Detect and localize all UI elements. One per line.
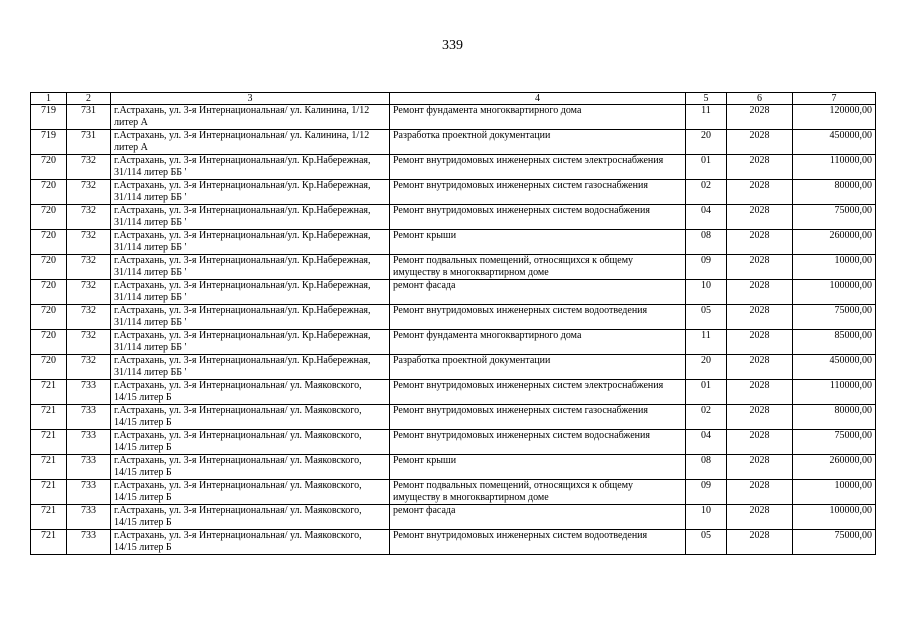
cost-cell: 260000,00 — [793, 455, 876, 480]
house-id-cell: 731 — [67, 105, 111, 130]
address-cell: г.Астрахань, ул. 3-я Интернациональная/ ул. Маяковского, 14/15 литер Б — [111, 455, 390, 480]
row-number-cell: 720 — [31, 180, 67, 205]
row-number-cell: 720 — [31, 355, 67, 380]
cost-cell: 110000,00 — [793, 380, 876, 405]
work-code-cell: 05 — [686, 305, 727, 330]
row-number-cell: 720 — [31, 280, 67, 305]
table-row — [31, 130, 876, 155]
cost-cell: 120000,00 — [793, 105, 876, 130]
cost-cell: 80000,00 — [793, 180, 876, 205]
work-code-cell: 09 — [686, 480, 727, 505]
address-cell: г.Астрахань, ул. 3-я Интернациональная/ ул. Маяковского, 14/15 литер Б — [111, 505, 390, 530]
address-cell: г.Астрахань, ул. 3-я Интернациональная/ ул. Маяковского, 14/15 литер Б — [111, 430, 390, 455]
table-row — [31, 305, 876, 330]
house-id-cell: 733 — [67, 405, 111, 430]
work-code-cell: 08 — [686, 455, 727, 480]
address-cell: г.Астрахань, ул. 3-я Интернациональная/ул. Кр.Набережная, 31/114 литер ББ ' — [111, 155, 390, 180]
work-code-cell: 04 — [686, 430, 727, 455]
row-number-cell: 720 — [31, 230, 67, 255]
year-cell: 2028 — [727, 380, 793, 405]
cost-cell: 75000,00 — [793, 305, 876, 330]
house-id-cell: 733 — [67, 505, 111, 530]
table-row — [31, 280, 876, 305]
year-cell: 2028 — [727, 405, 793, 430]
year-cell: 2028 — [727, 505, 793, 530]
address-cell: г.Астрахань, ул. 3-я Интернациональная/ул. Кр.Набережная, 31/114 литер ББ ' — [111, 330, 390, 355]
row-number-cell: 721 — [31, 505, 67, 530]
cost-cell: 10000,00 — [793, 480, 876, 505]
repair-schedule-table — [30, 92, 876, 555]
header-row — [31, 93, 876, 105]
row-number-cell: 720 — [31, 255, 67, 280]
year-cell: 2028 — [727, 255, 793, 280]
work-code-cell: 04 — [686, 205, 727, 230]
address-cell: г.Астрахань, ул. 3-я Интернациональная/ул. Кр.Набережная, 31/114 литер ББ ' — [111, 180, 390, 205]
work-type-cell: Ремонт подвальных помещений, относящихся к общему имуществу в многоквартирном доме — [390, 255, 686, 280]
work-code-cell: 01 — [686, 155, 727, 180]
year-cell: 2028 — [727, 230, 793, 255]
work-type-cell: Ремонт крыши — [390, 455, 686, 480]
house-id-cell: 732 — [67, 205, 111, 230]
work-code-cell: 05 — [686, 530, 727, 555]
house-id-cell: 732 — [67, 280, 111, 305]
address-cell: г.Астрахань, ул. 3-я Интернациональная/ ул. Калинина, 1/12 литер А — [111, 105, 390, 130]
work-type-cell: Ремонт внутридомовых инженерных систем водоотведения — [390, 305, 686, 330]
table-row — [31, 455, 876, 480]
column-header-6: 6 — [727, 93, 793, 105]
work-type-cell: Ремонт внутридомовых инженерных систем электроснабжения — [390, 380, 686, 405]
house-id-cell: 732 — [67, 230, 111, 255]
table-row — [31, 505, 876, 530]
work-type-cell: Ремонт внутридомовых инженерных систем электроснабжения — [390, 155, 686, 180]
work-type-cell: Ремонт крыши — [390, 230, 686, 255]
cost-cell: 450000,00 — [793, 355, 876, 380]
year-cell: 2028 — [727, 155, 793, 180]
row-number-cell: 719 — [31, 130, 67, 155]
address-cell: г.Астрахань, ул. 3-я Интернациональная/ул. Кр.Набережная, 31/114 литер ББ ' — [111, 230, 390, 255]
work-code-cell: 01 — [686, 380, 727, 405]
year-cell: 2028 — [727, 530, 793, 555]
work-type-cell: Ремонт внутридомовых инженерных систем водоснабжения — [390, 205, 686, 230]
work-type-cell: Ремонт подвальных помещений, относящихся к общему имуществу в многоквартирном доме — [390, 480, 686, 505]
cost-cell: 85000,00 — [793, 330, 876, 355]
column-header-4: 4 — [390, 93, 686, 105]
address-cell: г.Астрахань, ул. 3-я Интернациональная/ ул. Маяковского, 14/15 литер Б — [111, 530, 390, 555]
row-number-cell: 721 — [31, 430, 67, 455]
row-number-cell: 721 — [31, 480, 67, 505]
house-id-cell: 731 — [67, 130, 111, 155]
address-cell: г.Астрахань, ул. 3-я Интернациональная/ул. Кр.Набережная, 31/114 литер ББ ' — [111, 255, 390, 280]
work-code-cell: 10 — [686, 505, 727, 530]
house-id-cell: 733 — [67, 455, 111, 480]
column-header-1: 1 — [31, 93, 67, 105]
table-row — [31, 355, 876, 380]
row-number-cell: 721 — [31, 455, 67, 480]
year-cell: 2028 — [727, 330, 793, 355]
column-header-5: 5 — [686, 93, 727, 105]
work-code-cell: 11 — [686, 105, 727, 130]
address-cell: г.Астрахань, ул. 3-я Интернациональная/ ул. Калинина, 1/12 литер А — [111, 130, 390, 155]
table-row — [31, 430, 876, 455]
table-row — [31, 380, 876, 405]
house-id-cell: 732 — [67, 155, 111, 180]
cost-cell: 110000,00 — [793, 155, 876, 180]
work-code-cell: 02 — [686, 180, 727, 205]
cost-cell: 100000,00 — [793, 280, 876, 305]
house-id-cell: 732 — [67, 305, 111, 330]
year-cell: 2028 — [727, 455, 793, 480]
year-cell: 2028 — [727, 105, 793, 130]
work-type-cell: Ремонт фундамента многоквартирного дома — [390, 330, 686, 355]
house-id-cell: 733 — [67, 530, 111, 555]
cost-cell: 80000,00 — [793, 405, 876, 430]
table-row — [31, 155, 876, 180]
table-body — [31, 105, 876, 555]
address-cell: г.Астрахань, ул. 3-я Интернациональная/ул. Кр.Набережная, 31/114 литер ББ ' — [111, 280, 390, 305]
work-type-cell: Ремонт внутридомовых инженерных систем водоотведения — [390, 530, 686, 555]
row-number-cell: 721 — [31, 405, 67, 430]
address-cell: г.Астрахань, ул. 3-я Интернациональная/ул. Кр.Набережная, 31/114 литер ББ ' — [111, 305, 390, 330]
work-code-cell: 20 — [686, 130, 727, 155]
table-row — [31, 180, 876, 205]
column-header-2: 2 — [67, 93, 111, 105]
address-cell: г.Астрахань, ул. 3-я Интернациональная/ ул. Маяковского, 14/15 литер Б — [111, 480, 390, 505]
house-id-cell: 733 — [67, 480, 111, 505]
table-row — [31, 480, 876, 505]
column-header-3: 3 — [111, 93, 390, 105]
address-cell: г.Астрахань, ул. 3-я Интернациональная/ул. Кр.Набережная, 31/114 литер ББ ' — [111, 355, 390, 380]
year-cell: 2028 — [727, 430, 793, 455]
house-id-cell: 732 — [67, 255, 111, 280]
year-cell: 2028 — [727, 280, 793, 305]
work-type-cell: Ремонт фундамента многоквартирного дома — [390, 105, 686, 130]
work-type-cell: Разработка проектной документации — [390, 130, 686, 155]
work-code-cell: 02 — [686, 405, 727, 430]
cost-cell: 75000,00 — [793, 530, 876, 555]
work-type-cell: Ремонт внутридомовых инженерных систем газоснабжения — [390, 180, 686, 205]
work-code-cell: 11 — [686, 330, 727, 355]
work-type-cell: Ремонт внутридомовых инженерных систем газоснабжения — [390, 405, 686, 430]
work-code-cell: 08 — [686, 230, 727, 255]
work-code-cell: 09 — [686, 255, 727, 280]
row-number-cell: 721 — [31, 530, 67, 555]
row-number-cell: 719 — [31, 105, 67, 130]
cost-cell: 100000,00 — [793, 505, 876, 530]
work-type-cell: Разработка проектной документации — [390, 355, 686, 380]
table-header — [31, 93, 876, 105]
address-cell: г.Астрахань, ул. 3-я Интернациональная/ ул. Маяковского, 14/15 литер Б — [111, 380, 390, 405]
row-number-cell: 720 — [31, 205, 67, 230]
work-type-cell: ремонт фасада — [390, 505, 686, 530]
table-row — [31, 205, 876, 230]
work-code-cell: 10 — [686, 280, 727, 305]
house-id-cell: 732 — [67, 180, 111, 205]
table-row — [31, 255, 876, 280]
house-id-cell: 733 — [67, 380, 111, 405]
year-cell: 2028 — [727, 355, 793, 380]
year-cell: 2028 — [727, 480, 793, 505]
year-cell: 2028 — [727, 305, 793, 330]
cost-cell: 75000,00 — [793, 430, 876, 455]
cost-cell: 450000,00 — [793, 130, 876, 155]
cost-cell: 10000,00 — [793, 255, 876, 280]
cost-cell: 260000,00 — [793, 230, 876, 255]
house-id-cell: 733 — [67, 430, 111, 455]
work-type-cell: Ремонт внутридомовых инженерных систем водоснабжения — [390, 430, 686, 455]
table-row — [31, 330, 876, 355]
year-cell: 2028 — [727, 205, 793, 230]
row-number-cell: 720 — [31, 155, 67, 180]
table-row — [31, 230, 876, 255]
table-row — [31, 405, 876, 430]
house-id-cell: 732 — [67, 330, 111, 355]
table-row — [31, 105, 876, 130]
work-code-cell: 20 — [686, 355, 727, 380]
house-id-cell: 732 — [67, 355, 111, 380]
cost-cell: 75000,00 — [793, 205, 876, 230]
year-cell: 2028 — [727, 180, 793, 205]
table-row — [31, 530, 876, 555]
address-cell: г.Астрахань, ул. 3-я Интернациональная/ ул. Маяковского, 14/15 литер Б — [111, 405, 390, 430]
address-cell: г.Астрахань, ул. 3-я Интернациональная/ул. Кр.Набережная, 31/114 литер ББ ' — [111, 205, 390, 230]
page-number: 339 — [442, 38, 463, 53]
row-number-cell: 721 — [31, 380, 67, 405]
column-header-7: 7 — [793, 93, 876, 105]
work-type-cell: ремонт фасада — [390, 280, 686, 305]
row-number-cell: 720 — [31, 305, 67, 330]
year-cell: 2028 — [727, 130, 793, 155]
row-number-cell: 720 — [31, 330, 67, 355]
